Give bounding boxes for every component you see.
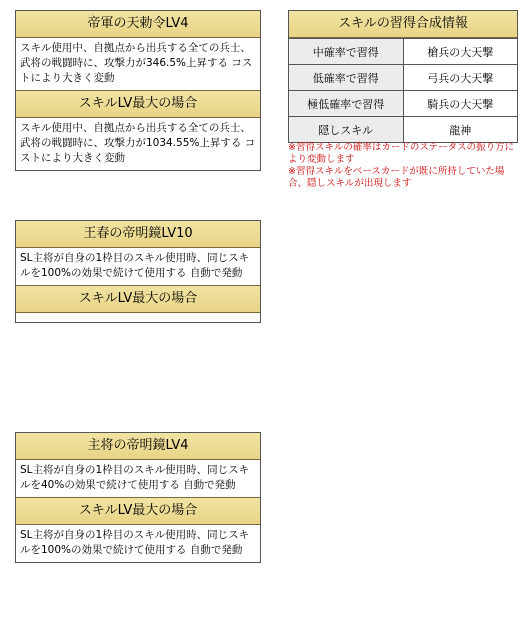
info-table — [289, 38, 517, 142]
skill-card-1 — [15, 10, 261, 171]
table-row — [289, 91, 517, 117]
table-row — [289, 39, 517, 65]
note-hidden-skill: ※習得スキルをベースカードが既に所持していた場合、隠しスキルが出現します — [288, 166, 505, 189]
table-row — [289, 65, 517, 91]
row-label: 低確率で習得 — [289, 65, 403, 91]
max-level-description: スキル使用中、自拠点から出兵する全ての兵士、武将の戦闘時に、攻撃力が1034.55%上昇する コストにより大きく変動 — [20, 122, 256, 164]
max-level-heading: スキルLV最大の場合 — [16, 285, 260, 313]
skill-title: 主将の帝明鏡LV4 — [16, 433, 260, 460]
skill-card-3 — [15, 432, 261, 563]
row-label: 極低確率で習得 — [289, 91, 403, 117]
row-value: 槍兵の大天撃 — [403, 39, 517, 65]
max-level-description: SL主将が自身の1枠目のスキル使用時、同じスキルを100%の効果で続けて使用する 自動で発動 — [20, 529, 250, 556]
skill-description: SL主将が自身の1枠目のスキル使用時、同じスキルを100%の効果で続けて使用する 自動で発動 — [20, 252, 250, 279]
max-level-heading: スキルLV最大の場合 — [16, 90, 260, 118]
row-label: 中確率で習得 — [289, 39, 403, 65]
skill-title: 帝軍の天勅令LV4 — [16, 11, 260, 38]
skill-description: スキル使用中、自拠点から出兵する全ての兵士、武将の戦闘時に、攻撃力が346.5%上昇する コストにより大きく変動 — [20, 42, 253, 84]
skill-acquisition-info — [288, 10, 518, 143]
skill-description: SL主将が自身の1枠目のスキル使用時、同じスキルを40%の効果で続けて使用する 自動で発動 — [20, 464, 250, 491]
max-level-description — [16, 313, 260, 322]
row-value: 騎兵の大天撃 — [403, 91, 517, 117]
row-value: 弓兵の大天撃 — [403, 65, 517, 91]
row-value: 龍神 — [403, 117, 517, 143]
note-probability: ※習得スキルの確率はカードのステータスの振り方により変動します — [288, 142, 515, 165]
skill-title: 王春の帝明鏡LV10 — [16, 221, 260, 248]
max-level-heading: スキルLV最大の場合 — [16, 497, 260, 525]
table-row — [289, 117, 517, 143]
info-title: スキルの習得合成情報 — [289, 11, 517, 38]
acquisition-notes — [288, 142, 520, 190]
skill-card-2 — [15, 220, 261, 323]
row-label: 隠しスキル — [289, 117, 403, 143]
